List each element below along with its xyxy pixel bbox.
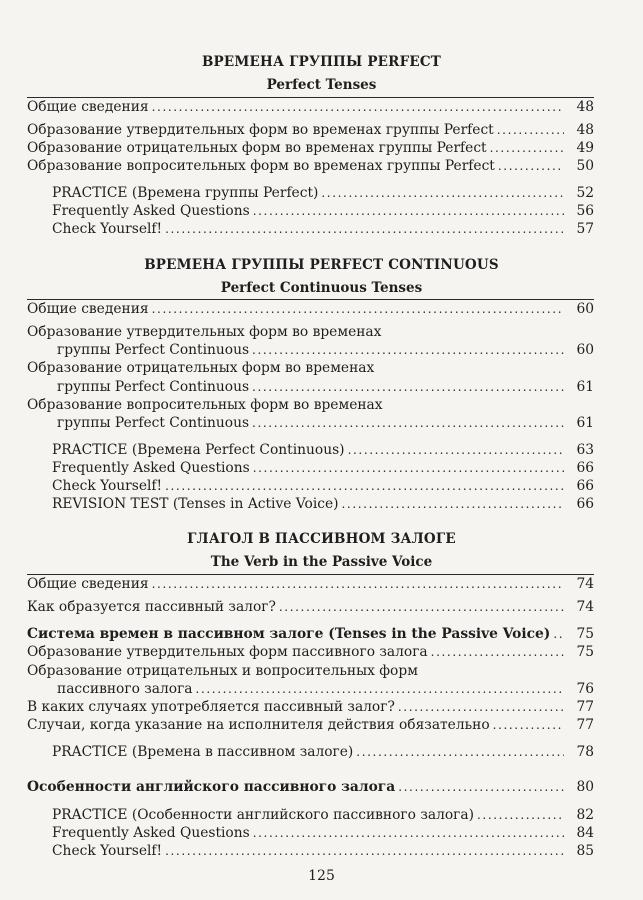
toc-entry[interactable]	[52, 496, 594, 514]
section-title: ВРЕМЕНА ГРУППЫ PERFECT	[201, 54, 442, 70]
toc-entry-text: Образование отрицательных форм во временах группы Perfect	[27, 140, 487, 156]
toc-entry-text: PRACTICE (Времена Perfect Continuous)	[52, 442, 345, 458]
toc-page-number: 48	[576, 122, 594, 138]
dot-leader	[252, 343, 564, 357]
dot-leader	[152, 577, 564, 591]
toc-entry[interactable]	[52, 460, 594, 478]
toc-entry-text: Общие сведения	[27, 301, 149, 317]
toc-entry[interactable]	[27, 158, 594, 176]
toc-entry[interactable]	[52, 744, 594, 762]
toc-entry[interactable]	[27, 699, 594, 717]
toc-page-number: 50	[576, 158, 594, 174]
toc-page-number: 66	[576, 496, 594, 512]
toc-page-number: 85	[576, 843, 594, 859]
toc-entry-text-line1[interactable]: Образование вопросительных форм во временах	[27, 397, 383, 413]
toc-entry-text-line2: группы Perfect Continuous	[57, 342, 250, 358]
section-subtitle: Perfect Continuous Tenses	[220, 280, 423, 296]
toc-page-number: 80	[576, 779, 594, 795]
toc-entry[interactable]	[27, 717, 594, 735]
section-subtitle: The Verb in the Passive Voice	[210, 554, 433, 570]
toc-page-number: 77	[576, 699, 594, 715]
section-subtitle: Perfect Tenses	[266, 77, 377, 93]
toc-page-number: 66	[576, 478, 594, 494]
toc-entry-text: Особенности английского пассивного залога	[27, 779, 396, 795]
toc-entry-text: PRACTICE (Времена в пассивном залоге)	[52, 744, 354, 760]
toc-entry[interactable]	[27, 99, 594, 117]
toc-entry-text-line1[interactable]: Образование отрицательных и вопросительных форм	[27, 663, 418, 679]
dot-leader	[356, 745, 564, 759]
dot-leader	[498, 159, 564, 173]
toc-entry-text: Frequently Asked Questions	[52, 460, 250, 476]
toc-entry-text: Общие сведения	[27, 576, 149, 592]
dot-leader	[321, 186, 564, 200]
toc-page-number: 66	[576, 460, 594, 476]
dot-leader	[553, 627, 564, 641]
toc-entry[interactable]	[27, 576, 594, 594]
toc-entry-text: Образование вопросительных форм во временах группы Perfect	[27, 158, 495, 174]
dot-leader	[165, 844, 564, 858]
dot-leader	[253, 826, 564, 840]
toc-entry[interactable]	[27, 644, 594, 662]
toc-entry-text: Frequently Asked Questions	[52, 825, 250, 841]
toc-entry[interactable]	[57, 342, 594, 360]
toc-entry[interactable]	[52, 807, 594, 825]
dot-leader	[152, 100, 564, 114]
toc-page-number: 49	[576, 140, 594, 156]
toc-entry-text: Образование утвердительных форм во временах группы Perfect	[27, 122, 494, 138]
toc-page-number: 61	[576, 415, 594, 431]
dot-leader	[152, 302, 564, 316]
dot-leader	[477, 808, 564, 822]
section-title: ГЛАГОЛ В ПАССИВНОМ ЗАЛОГЕ	[187, 531, 456, 547]
toc-entry-text-line2: группы Perfect Continuous	[57, 379, 250, 395]
toc-page-number: 56	[576, 203, 594, 219]
toc-entry[interactable]	[57, 681, 594, 699]
toc-entry[interactable]	[52, 478, 594, 496]
dot-leader	[253, 461, 564, 475]
toc-entry[interactable]	[52, 442, 594, 460]
toc-entry-text-line1[interactable]: Образование отрицательных форм во временах	[27, 360, 375, 376]
toc-page-number: 78	[576, 744, 594, 760]
toc-page-number: 84	[576, 825, 594, 841]
toc-entry-text: Check Yourself!	[52, 478, 163, 494]
toc-entry[interactable]	[27, 626, 594, 644]
toc-page-number: 61	[576, 379, 594, 395]
toc-entry-text: Как образуется пассивный залог?	[27, 599, 276, 615]
toc-entry-text: Образование утвердительных форм пассивного залога	[27, 644, 428, 660]
toc-page-number: 75	[576, 626, 594, 642]
section-divider	[27, 97, 594, 98]
toc-entry-text: Check Yourself!	[52, 221, 163, 237]
dot-leader	[165, 479, 564, 493]
toc-entry-text-line2: группы Perfect Continuous	[57, 415, 250, 431]
dot-leader	[252, 416, 564, 430]
toc-page-number: 60	[576, 342, 594, 358]
dot-leader	[253, 204, 564, 218]
toc-entry-text: Check Yourself!	[52, 843, 163, 859]
toc-page-number: 76	[576, 681, 594, 697]
toc-entry[interactable]	[52, 843, 594, 861]
dot-leader	[398, 780, 564, 794]
toc-page-number: 60	[576, 301, 594, 317]
dot-leader	[165, 222, 564, 236]
toc-page-number: 48	[576, 99, 594, 115]
toc-page-number: 52	[576, 185, 594, 201]
dot-leader	[196, 682, 564, 696]
dot-leader	[497, 123, 564, 137]
toc-entry[interactable]	[57, 379, 594, 397]
toc-entry[interactable]	[52, 825, 594, 843]
toc-entry-text: В каких случаях употребляется пассивный залог?	[27, 699, 395, 715]
toc-entry[interactable]	[27, 301, 594, 319]
toc-entry-text: REVISION TEST (Tenses in Active Voice)	[52, 496, 339, 512]
dot-leader	[490, 141, 564, 155]
dot-leader	[342, 497, 564, 511]
toc-entry-text: Случаи, когда указание на исполнителя действия обязательно	[27, 717, 490, 733]
toc-entry-text: Frequently Asked Questions	[52, 203, 250, 219]
toc-entry[interactable]	[27, 779, 594, 797]
toc-entry-text: PRACTICE (Особенности английского пассивного залога)	[52, 807, 474, 823]
toc-entry-text: Система времен в пассивном залоге (Tenses in the Passive Voice)	[27, 626, 551, 642]
toc-entry-text: PRACTICE (Времена группы Perfect)	[52, 185, 319, 201]
dot-leader	[348, 443, 564, 457]
toc-entry[interactable]	[52, 203, 594, 221]
section-divider	[27, 574, 594, 575]
toc-entry-text: Общие сведения	[27, 99, 149, 115]
dot-leader	[431, 645, 564, 659]
toc-entry[interactable]	[27, 122, 594, 140]
section-divider	[27, 299, 594, 300]
toc-page-number: 57	[576, 221, 594, 237]
toc-entry-text-line1[interactable]: Образование утвердительных форм во временах	[27, 324, 382, 340]
toc-entry[interactable]	[57, 415, 594, 433]
toc-page-number: 63	[576, 442, 594, 458]
toc-page-number: 74	[576, 599, 594, 615]
dot-leader	[493, 718, 564, 732]
page-number: 125	[308, 868, 335, 884]
toc-entry-text-line2: пассивного залога	[57, 681, 193, 697]
dot-leader	[279, 600, 564, 614]
toc-entry[interactable]	[52, 185, 594, 203]
toc-page-number: 77	[576, 717, 594, 733]
dot-leader	[252, 380, 564, 394]
dot-leader	[398, 700, 564, 714]
toc-page-number: 75	[576, 644, 594, 660]
toc-page-number: 74	[576, 576, 594, 592]
toc-page-number: 82	[576, 807, 594, 823]
toc-entry[interactable]	[27, 599, 594, 617]
toc-entry[interactable]	[27, 140, 594, 158]
section-title: ВРЕМЕНА ГРУППЫ PERFECT CONTINUOUS	[144, 257, 499, 273]
toc-entry[interactable]	[52, 221, 594, 239]
